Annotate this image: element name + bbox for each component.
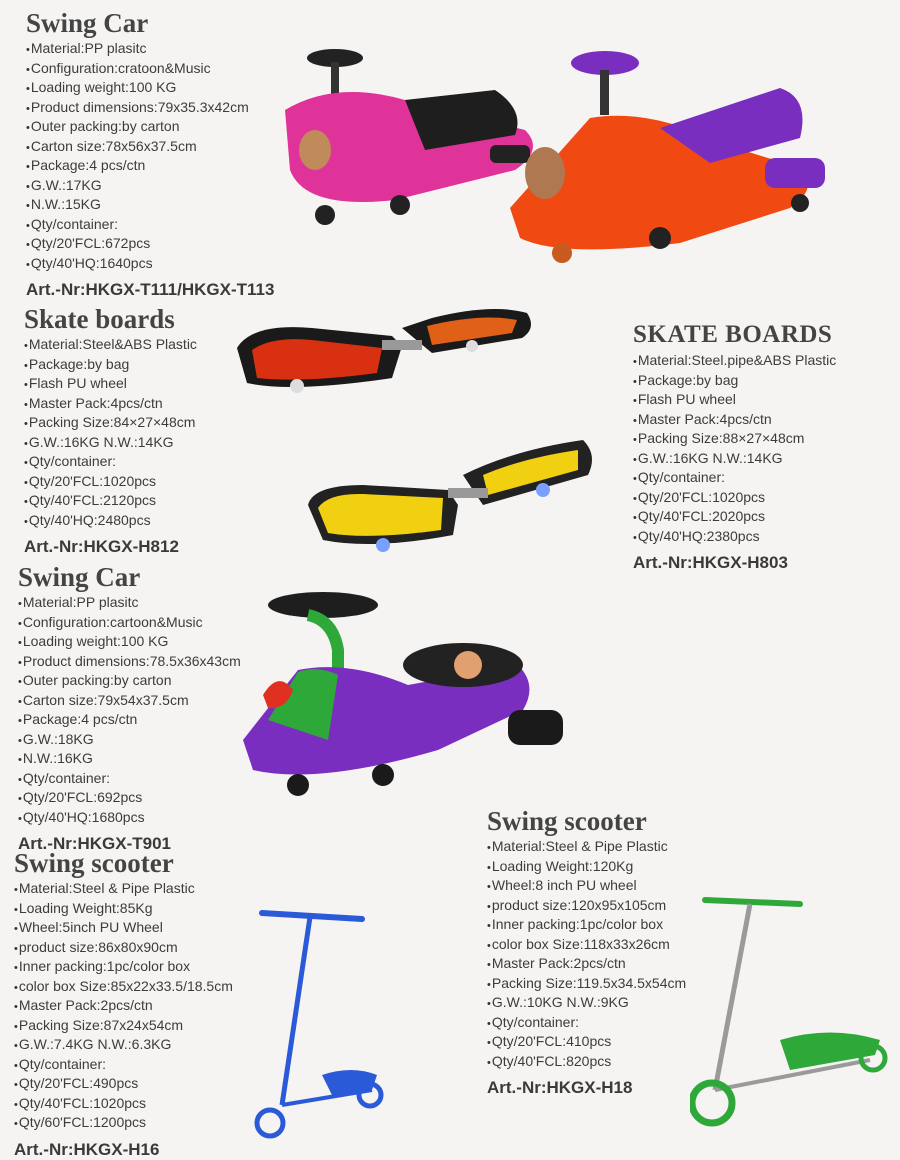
spec-item: • Qty/40'FCL:820pcs (487, 1053, 686, 1073)
spec-item: • Qty/40'HQ:1640pcs (26, 255, 274, 275)
spec-item: • Outer packing:by carton (18, 672, 241, 692)
spec-item: • Package:by bag (24, 356, 197, 376)
product-title: Swing scooter (487, 806, 647, 836)
spec-list (14, 880, 233, 1134)
product-skate-board-h812 (24, 304, 197, 557)
spec-item: • Master Pack:2pcs/ctn (487, 955, 686, 975)
spec-item: • Packing Size:87x24x54cm (14, 1017, 233, 1037)
spec-item: • Loading weight:100 KG (18, 633, 241, 653)
spec-item: • Wheel:8 inch PU wheel (487, 877, 686, 897)
spec-item: • Loading Weight:120Kg (487, 858, 686, 878)
product-title: Swing scooter (14, 848, 174, 878)
swing-scooter-green-image (690, 890, 895, 1135)
spec-item: • Flash PU wheel (24, 375, 197, 395)
spec-item: • Qty/40'FCL:1020pcs (14, 1095, 233, 1115)
skateboard-yellow-image (303, 430, 603, 555)
spec-item: • Qty/container: (14, 1056, 233, 1076)
article-number: Art.-Nr:HKGX-H803 (633, 553, 788, 572)
spec-item: • Configuration:cartoon&Music (18, 614, 241, 634)
spec-item: • G.W.:18KG (18, 731, 241, 751)
spec-item: • Qty/40'FCL:2120pcs (24, 492, 197, 512)
spec-item: • Product dimensions:78.5x36x43cm (18, 653, 241, 673)
spec-item: • Qty/40'HQ:2480pcs (24, 512, 197, 532)
spec-item: • Qty/40'HQ:2380pcs (633, 528, 836, 548)
product-title: Skate boards (24, 304, 175, 334)
product-swing-scooter-h16 (14, 848, 233, 1160)
spec-item: • Qty/20'FCL:692pcs (18, 789, 241, 809)
spec-item: • Loading weight:100 KG (26, 79, 274, 99)
spec-list (633, 352, 836, 547)
spec-item: • G.W.:17KG (26, 177, 274, 197)
spec-item: • Qty/container: (487, 1014, 686, 1034)
spec-item: • Loading Weight:85Kg (14, 900, 233, 920)
spec-item: • product size:86x80x90cm (14, 939, 233, 959)
spec-item: • N.W.:15KG (26, 196, 274, 216)
swing-car-orange-image (500, 48, 840, 268)
spec-item: • Flash PU wheel (633, 391, 836, 411)
spec-item: • G.W.:7.4KG N.W.:6.3KG (14, 1036, 233, 1056)
spec-item: • Packing Size:84×27×48cm (24, 414, 197, 434)
product-title: Swing Car (26, 8, 149, 38)
article-number: Art.-Nr:HKGX-H18 (487, 1078, 633, 1097)
skateboard-red-image (232, 298, 542, 398)
spec-item: • Master Pack:2pcs/ctn (14, 997, 233, 1017)
product-swing-car-t901 (18, 562, 241, 854)
spec-list (487, 838, 686, 1072)
spec-item: • Carton size:79x54x37.5cm (18, 692, 241, 712)
spec-item: • G.W.:16KG N.W.:14KG (24, 434, 197, 454)
spec-item: • Qty/container: (18, 770, 241, 790)
spec-item: • Qty/20'FCL:410pcs (487, 1033, 686, 1053)
swing-car-purple-image (238, 590, 568, 805)
spec-list (18, 594, 241, 828)
spec-item: • Master Pack:4pcs/ctn (24, 395, 197, 415)
swing-scooter-blue-image (252, 905, 392, 1140)
spec-item: • Master Pack:4pcs/ctn (633, 411, 836, 431)
product-title: SKATE BOARDS (633, 321, 833, 348)
spec-item: • Qty/container: (26, 216, 274, 236)
article-number: Art.-Nr:HKGX-T901 (18, 834, 172, 853)
spec-item: • Inner packing:1pc/color box (487, 916, 686, 936)
spec-item: • Qty/20'FCL:1020pcs (633, 489, 836, 509)
spec-item: • Qty/40'HQ:1680pcs (18, 809, 241, 829)
article-number: Art.-Nr:HKGX-T111/HKGX-T113 (26, 280, 275, 299)
spec-item: • product size:120x95x105cm (487, 897, 686, 917)
spec-item: • Product dimensions:79x35.3x42cm (26, 99, 274, 119)
spec-item: • Material:Steel.pipe&ABS Plastic (633, 352, 836, 372)
spec-item: • Material:Steel & Pipe Plastic (14, 880, 233, 900)
spec-item: • Package:4 pcs/ctn (18, 711, 241, 731)
spec-item: • G.W.:10KG N.W.:9KG (487, 994, 686, 1014)
spec-item: • Package:by bag (633, 372, 836, 392)
spec-item: • Configuration:cratoon&Music (26, 60, 274, 80)
spec-item: • Qty/60'FCL:1200pcs (14, 1114, 233, 1134)
spec-item: • Qty/20'FCL:1020pcs (24, 473, 197, 493)
spec-item: • Qty/20'FCL:672pcs (26, 235, 274, 255)
spec-item: • Packing Size:88×27×48cm (633, 430, 836, 450)
spec-item: • Wheel:5inch PU Wheel (14, 919, 233, 939)
product-swing-car-t111 (26, 8, 274, 300)
spec-item: • N.W.:16KG (18, 750, 241, 770)
spec-item: • G.W.:16KG N.W.:14KG (633, 450, 836, 470)
spec-item: • Qty/40'FCL:2020pcs (633, 508, 836, 528)
article-number: Art.-Nr:HKGX-H812 (24, 537, 179, 556)
spec-item: • Inner packing:1pc/color box (14, 958, 233, 978)
spec-item: • Package:4 pcs/ctn (26, 157, 274, 177)
spec-item: • Material:Steel & Pipe Plastic (487, 838, 686, 858)
spec-item: • color box Size:118x33x26cm (487, 936, 686, 956)
spec-item: • Packing Size:119.5x34.5x54cm (487, 975, 686, 995)
product-swing-scooter-h18 (487, 806, 686, 1098)
spec-item: • Carton size:78x56x37.5cm (26, 138, 274, 158)
spec-list (26, 40, 274, 274)
product-title: Swing Car (18, 562, 141, 592)
spec-item: • color box Size:85x22x33.5/18.5cm (14, 978, 233, 998)
spec-list (24, 336, 197, 531)
spec-item: • Material:PP plasitc (18, 594, 241, 614)
spec-item: • Qty/container: (633, 469, 836, 489)
spec-item: • Qty/container: (24, 453, 197, 473)
article-number: Art.-Nr:HKGX-H16 (14, 1139, 160, 1159)
spec-item: • Material:PP plasitc (26, 40, 274, 60)
spec-item: • Qty/20'FCL:490pcs (14, 1075, 233, 1095)
spec-item: • Outer packing:by carton (26, 118, 274, 138)
product-skate-board-h803 (633, 320, 836, 573)
spec-item: • Material:Steel&ABS Plastic (24, 336, 197, 356)
